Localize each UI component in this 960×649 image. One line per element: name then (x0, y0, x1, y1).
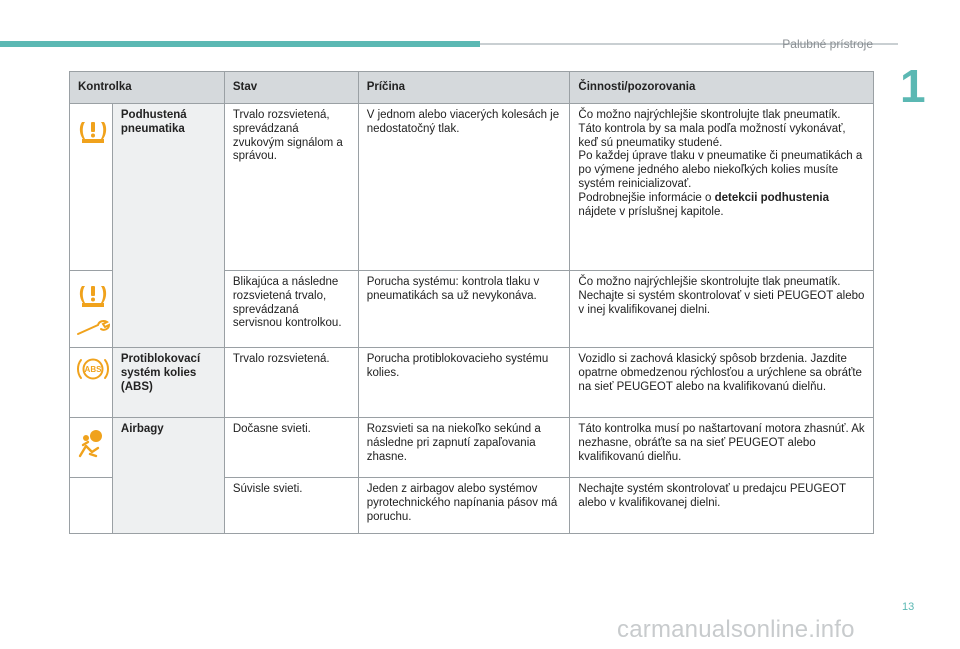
table-header-row (70, 72, 874, 104)
reference-suffix: nájdete v príslušnej kapitole. (578, 205, 724, 218)
cause-text: Rozsvieti sa na niekoľko sekúnd a následne pri zapnutí zapaľovania zhasne. (358, 418, 570, 478)
tire-pressure-service-icon (76, 278, 110, 312)
action-line: Po každej úprave tlaku v pneumatike či pneumatikách a po výmene jedného alebo niekoľkých kolies musíte systém reinicializovať. (578, 150, 863, 190)
reference-bold: detekcii podhustenia (714, 191, 829, 204)
light-name: Protiblokovací systém kolies (ABS) (112, 348, 224, 418)
page-number: 13 (902, 601, 915, 613)
abs-icon (76, 354, 110, 384)
icon-cell (70, 271, 113, 348)
header-stav: Stav (224, 72, 358, 104)
action-line: Táto kontrola by sa mala podľa možností vykonávať, keď sú pneumatiky studené. (578, 122, 846, 149)
action-text: Nechajte systém skontrolovať u predajcu PEUGEOT alebo v kvalifikovanej dielni. (570, 478, 874, 534)
status-text: Trvalo rozsvietená, sprevádzaná zvukovým signálom a správou. (224, 104, 358, 271)
icon-cell (70, 478, 113, 534)
action-line: Čo možno najrýchlejšie skontrolujte tlak pneumatík. (578, 109, 841, 121)
icon-cell (70, 348, 113, 418)
cause-text: Porucha systému: kontrola tlaku v pneumatikách sa už nevykonáva. (358, 271, 570, 348)
table-row (70, 104, 874, 271)
action-reference (578, 192, 865, 220)
status-text: Blikajúca a následne rozsvietená trvalo, sprevádzaná servisnou kontrolkou. (224, 271, 358, 348)
light-name: Airbagy (112, 418, 224, 534)
light-name: Podhustená pneumatika (112, 104, 224, 348)
header-cinnosti: Činnosti/pozorovania (570, 72, 874, 104)
wrench-icon (76, 319, 112, 337)
header-pricina: Príčina (358, 72, 570, 104)
status-text: Súvisle svieti. (224, 478, 358, 534)
reference-prefix: Podrobnejšie informácie o (578, 191, 715, 204)
table-row (70, 348, 874, 418)
action-text: Táto kontrolka musí po naštartovaní motora zhasnúť. Ak nezhasne, obráťte sa na sieť PEUGEOT alebo kvalifikovanú dielňu. (570, 418, 874, 478)
action-text: Vozidlo si zachová klasický spôsob brzdenia. Jazdite opatrne obmedzenou rýchlosťou a urýchlene sa obráťte na sieť PEUGEOT alebo na kvalifikovanú dielňu. (570, 348, 874, 418)
warning-lights-table (69, 71, 874, 534)
status-text: Trvalo rozsvietená. (224, 348, 358, 418)
header-accent-bar (0, 41, 480, 47)
cause-text: Jeden z airbagov alebo systémov pyrotechnického napínania pásov má poruchu. (358, 478, 570, 534)
chapter-number: 1 (900, 60, 926, 112)
cause-text: V jednom alebo viacerých kolesách je nedostatočný tlak. (358, 104, 570, 271)
watermark: carmanualsonline.info (617, 616, 855, 643)
tire-pressure-warning-icon (76, 114, 110, 148)
status-text: Dočasne svieti. (224, 418, 358, 478)
airbag-icon (76, 426, 110, 460)
table-row (70, 418, 874, 478)
action-text: Čo možno najrýchlejšie skontrolujte tlak pneumatík. Nechajte si systém skontrolovať v sieti PEUGEOT alebo v inej kvalifikovanej dielni. (570, 271, 874, 348)
section-title: Palubné prístroje (782, 37, 873, 51)
cause-text: Porucha protiblokovacieho systému kolies. (358, 348, 570, 418)
header-kontrolka: Kontrolka (70, 72, 225, 104)
icon-cell (70, 418, 113, 478)
action-text (570, 104, 874, 271)
icon-cell (70, 104, 113, 271)
abs-icon-text: ABS (84, 365, 102, 374)
